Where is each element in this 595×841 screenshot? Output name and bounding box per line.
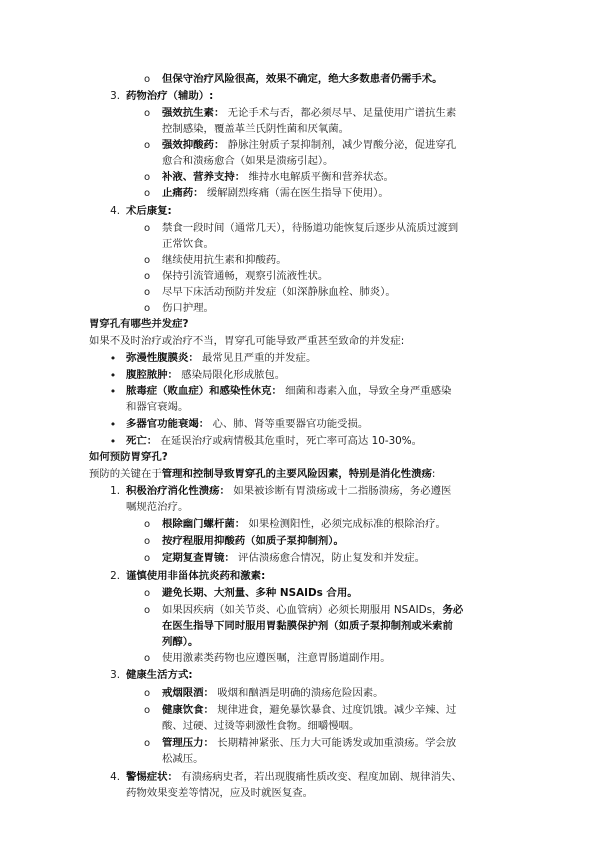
list-item: 管理压力： 长期精神紧张、压力大可能诱发或加重溃疡。学会放 [162,737,457,749]
list-item: 药物治疗（辅助）: [126,90,214,102]
list-item: 按疗程服用抑酸药（如质子泵抑制剂）。 [162,535,344,547]
list-number: 1. [110,485,120,497]
list-item: 但保守治疗风险很高，效果不确定，绝大多数患者仍需手术。 [162,73,443,85]
list-item: 如果因疾病（如关节炎、心血管病）必须长期服用 NSAIDs，务必 [162,604,464,616]
list-marker: o [143,303,151,314]
list-item: 健康饮食： 规律进食，避免暴饮暴食、过度饥饿。减少辛辣、过 [162,704,457,716]
list-number: 4. [110,205,120,217]
list-item: 尽早下床活动预防并发症（如深静脉血栓、肺炎）。 [162,286,396,298]
list-item: 补液、营养支持： 维持水电解质平衡和营养状态。 [162,171,394,183]
list-item-continuation: 酸、过硬、过烫等刺激性食物。细嚼慢咽。 [162,720,360,732]
list-item: 健康生活方式: [126,669,193,681]
list-marker: o [143,688,151,699]
list-marker: o [143,553,151,564]
list-number: 3. [110,669,120,681]
bullet-marker: • [109,418,117,431]
list-item-continuation: 嘱规范治疗。 [126,501,189,513]
list-item-continuation: 在医生指导下同时服用胃黏膜保护剂（如质子泵抑制剂或米索前 [162,620,453,632]
list-item-continuation: 松减压。 [162,753,204,765]
list-item: 继续使用抗生素和抑酸药。 [162,254,287,266]
list-item: 脓毒症（败血症）和感染性休克： 细菌和毒素入血，导致全身严重感染 [126,385,452,397]
list-item-continuation: 药物效果变差等情况，应及时就医复查。 [126,787,314,799]
paragraph: 预防的关键在于管理和控制导致胃穿孔的主要风险因素，特别是消化性溃疡: [89,468,436,480]
list-marker: o [143,605,151,616]
list-item: 保持引流管通畅，观察引流液性状。 [162,270,329,282]
bullet-marker: • [109,369,117,382]
list-marker: o [143,287,151,298]
list-item: 避免长期、大剂量、多种 NSAIDs 合用。 [162,587,358,599]
list-marker: o [143,108,151,119]
list-item: 强效抗生素： 无论手术与否，都必须尽早、足量使用广谱抗生素 [162,107,457,119]
list-item: 伤口护理。 [162,302,214,314]
list-marker: o [143,738,151,749]
list-number: 4. [110,771,120,783]
list-item-continuation: 列醇）。 [162,636,199,648]
list-marker: o [143,653,151,664]
bullet-marker: • [109,435,117,448]
list-marker: o [143,74,151,85]
list-marker: o [143,140,151,151]
bullet-marker: • [109,385,117,398]
list-item: 定期复查胃镜： 评估溃疡愈合情况，防止复发和并发症。 [162,552,426,564]
list-marker: o [143,188,151,199]
list-marker: o [143,223,151,234]
list-number: 3. [110,90,120,102]
list-marker: o [143,271,151,282]
list-item: 腹腔脓肿： 感染局限化形成脓包。 [126,369,286,381]
list-item: 积极治疗消化性溃疡： 如果被诊断有胃溃疡或十二指肠溃疡，务必遵医 [126,485,452,497]
bullet-marker: • [109,352,117,365]
list-item-continuation: 愈合和溃疡愈合（如果是溃疡引起）。 [162,155,334,167]
list-item: 警惕症状： 有溃疡病史者，若出现腹痛性质改变、程度加剧、规律消失、 [126,771,462,783]
list-item: 禁食一段时间（通常几天），待肠道功能恢复后逐步从流质过渡到 [162,222,459,234]
list-item: 使用激素类药物也应遵医嘱，注意胃肠道副作用。 [162,652,391,664]
list-marker: o [143,705,151,716]
list-number: 2. [110,570,120,582]
list-item: 术后康复: [126,205,172,217]
list-item: 止痛药： 缓解剧烈疼痛（需在医生指导下使用）。 [162,187,389,199]
paragraph: 如果不及时治疗或治疗不当，胃穿孔可能导致严重甚至致命的并发症: [89,335,405,347]
list-item: 弥漫性腹膜炎： 最常见且严重的并发症。 [126,352,317,364]
list-item-continuation: 控制感染，覆盖革兰氏阴性菌和厌氧菌。 [162,123,350,135]
list-marker: o [143,588,151,599]
list-item-continuation: 正常饮食。 [162,238,214,250]
list-marker: o [143,172,151,183]
list-item-continuation: 和器官衰竭。 [126,401,189,413]
list-item: 死亡： 在延误治疗或病情极其危重时，死亡率可高达 10-30%。 [126,435,423,447]
list-item: 谨慎使用非甾体抗炎药和激素: [126,570,266,582]
list-item: 多器官功能衰竭： 心、肺、肾等重要器官功能受损。 [126,418,369,430]
section-heading: 如何预防胃穿孔? [89,451,168,463]
list-marker: o [143,536,151,547]
list-item: 戒烟限酒： 吸烟和酗酒是明确的溃疡危险因素。 [162,687,384,699]
list-item: 强效抑酸药： 静脉注射质子泵抑制剂，减少胃酸分泌，促进穿孔 [162,139,457,151]
section-heading: 胃穿孔有哪些并发症? [89,318,189,330]
list-marker: o [143,255,151,266]
list-item: 根除幽门螺杆菌： 如果检测阳性，必须完成标准的根除治疗。 [162,518,446,530]
list-marker: o [143,519,151,530]
